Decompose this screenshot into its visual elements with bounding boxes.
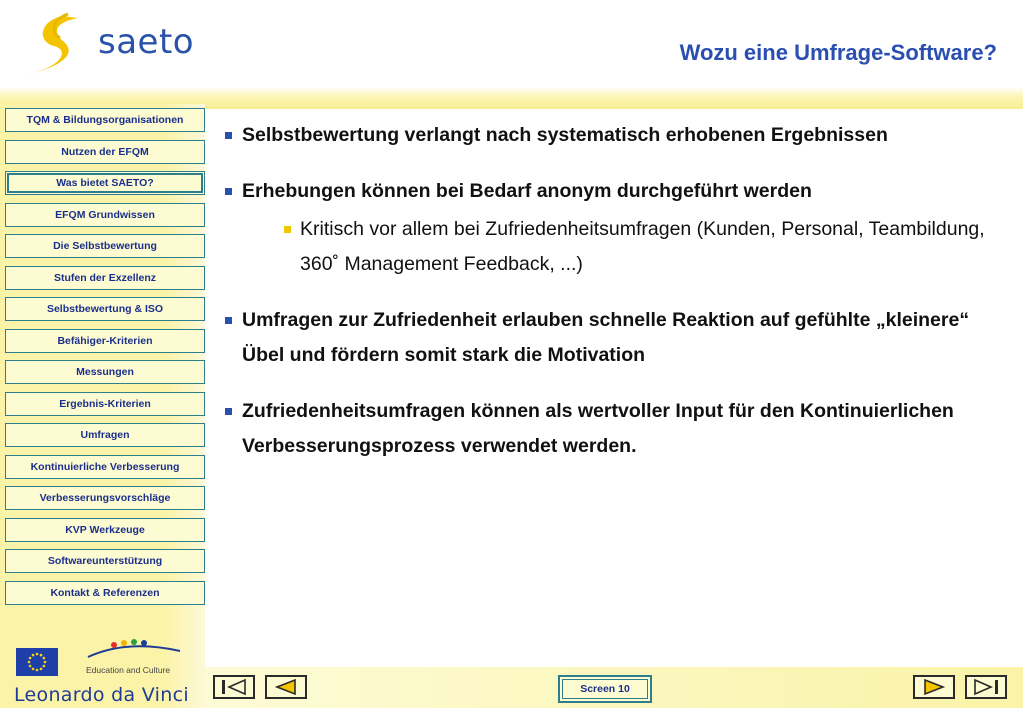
sub-bullet-2 [225,212,1005,282]
bullet-4-text: Zufriedenheitsumfragen können als wertvoller Input für den Kontinuierlichen Verbesserungsprozess verwendet werden. [242,400,954,457]
bullet-2-text: Erhebungen können bei Bedarf anonym durchgeführt werden [242,180,812,202]
sub-bullet-square-icon [284,226,291,233]
leonardo-label: Leonardo da Vinci [14,684,189,706]
sidebar-item-2[interactable]: Nutzen der EFQM [5,140,205,164]
previous-button[interactable] [265,675,307,699]
previous-icon [271,678,301,696]
screen-indicator: Screen 10 [558,675,652,703]
education-culture-logo [84,637,184,683]
sidebar-item-8[interactable]: Befähiger-Kriterien [5,329,205,353]
sidebar-item-16[interactable]: Kontakt & Referenzen [5,581,205,605]
sidebar-item-4[interactable]: EFQM Grundwissen [5,203,205,227]
bullet-4 [225,394,1005,464]
sidebar-item-10[interactable]: Ergebnis-Kriterien [5,392,205,416]
education-culture-label: Education and Culture [86,665,171,675]
sidebar-item-12[interactable]: Kontinuierliche Verbesserung [5,455,205,479]
last-page-button[interactable] [965,675,1007,699]
next-icon [919,678,949,696]
first-page-button[interactable] [213,675,255,699]
bullet-1 [225,118,1005,153]
bullet-square-icon [225,408,232,415]
page-title: Wozu eine Umfrage-Software? [679,40,997,65]
sidebar-item-5[interactable]: Die Selbstbewertung [5,234,205,258]
sidebar-item-6[interactable]: Stufen der Exzellenz [5,266,205,290]
main-content [225,118,1005,485]
swoosh-icon [18,12,88,78]
sidebar-item-14[interactable]: KVP Werkzeuge [5,518,205,542]
bullet-square-icon [225,188,232,195]
sidebar-nav [5,108,205,612]
sidebar-item-7[interactable]: Selbstbewertung & ISO [5,297,205,321]
next-button[interactable] [913,675,955,699]
footer-bar [205,667,1023,708]
saeto-logo [18,12,198,78]
header [0,0,1023,88]
first-page-icon [219,678,249,696]
eu-flag-icon [16,648,58,676]
sidebar-item-11[interactable]: Umfragen [5,423,205,447]
sidebar-item-9[interactable]: Messungen [5,360,205,384]
logo-text: saeto [98,22,195,62]
bullet-square-icon [225,317,232,324]
bullet-3 [225,303,1005,373]
sidebar-item-15[interactable]: Softwareunterstützung [5,549,205,573]
bullet-square-icon [225,132,232,139]
bullet-3-text: Umfragen zur Zufriedenheit erlauben schnelle Reaktion auf gefühlte „kleinere“ Übel und fördern somit stark die Motivation [242,309,970,366]
sub-bullet-2-text: Kritisch vor allem bei Zufriedenheitsumfragen (Kunden, Personal, Teambildung, 360˚ Management Feedback, ...) [300,218,985,275]
last-page-icon [971,678,1001,696]
bullet-1-text: Selbstbewertung verlangt nach systematisch erhobenen Ergebnissen [242,124,888,146]
sidebar-item-3[interactable]: Was bietet SAETO? [5,171,205,195]
sidebar-item-1[interactable]: TQM & Bildungsorganisationen [5,108,205,132]
sidebar-item-13[interactable]: Verbesserungsvorschläge [5,486,205,510]
bullet-2 [225,174,1005,209]
sidebar [0,104,205,708]
